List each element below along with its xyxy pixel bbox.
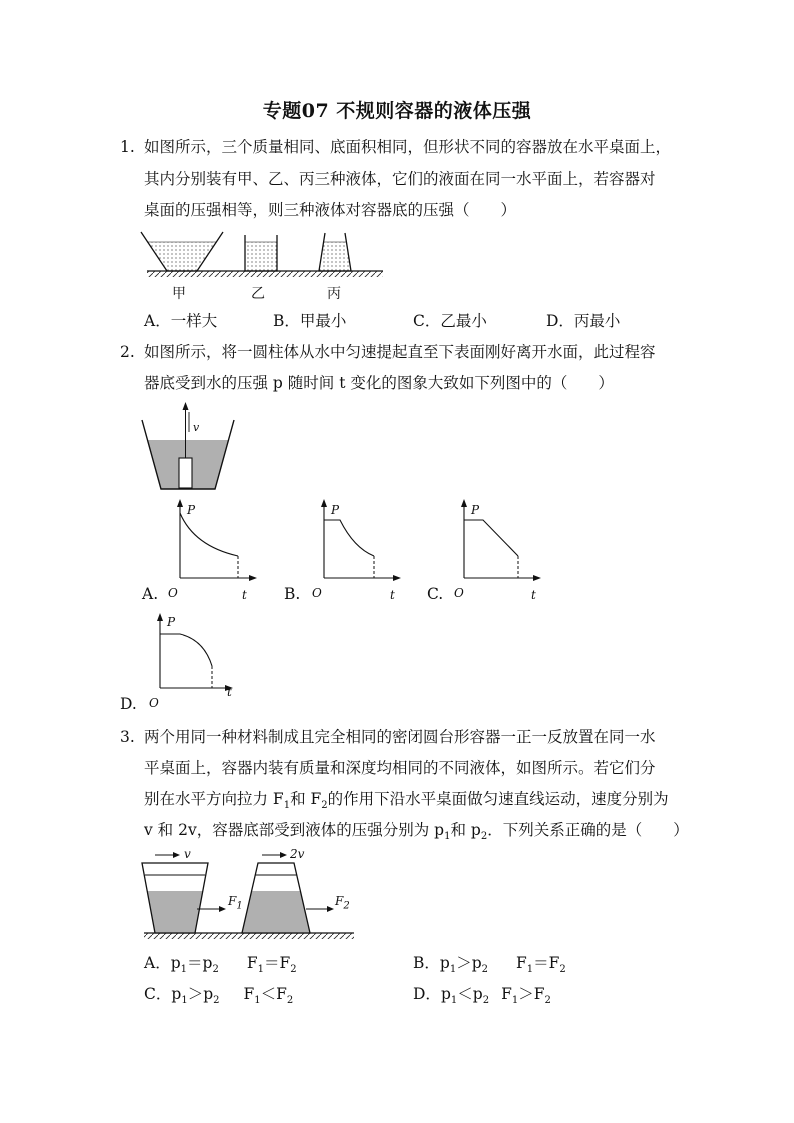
- velocity-label: v: [193, 421, 200, 434]
- question-3-text-line-3: 别在水平方向拉力 $F_1$和 $F_2$的作用下沿水平桌面做匀速直线运动，速度分别为: [144, 790, 669, 812]
- question-1-option-a[interactable]: A．一样大: [144, 312, 218, 330]
- question-1-option-d[interactable]: D．丙最小: [546, 312, 621, 330]
- question-2-text-line-2: 器底受到水的压强 p 随时间 t 变化的图象大致如下列图中的（ ）: [144, 374, 614, 392]
- page-title: 专题07 不规则容器的液体压强: [262, 100, 532, 122]
- label-jia: 甲: [172, 286, 186, 302]
- question-1-figure: [135, 225, 395, 285]
- question-2-option-b[interactable]: B.: [284, 585, 301, 603]
- graph-c-origin-label: O: [454, 586, 464, 600]
- graph-b-origin-label: O: [312, 586, 322, 600]
- graph-c: [456, 498, 546, 583]
- graph-b-t-label: t: [390, 588, 395, 602]
- question-3-text-line-4: v 和 2v，容器底部受到液体的压强分别为 $p_1$和 $p_2$．下列关系正确的是（ ）: [144, 821, 689, 843]
- question-2-option-a[interactable]: A.: [142, 585, 159, 603]
- graph-d-p-label: P: [167, 615, 176, 629]
- question-2-container-figure: [140, 402, 236, 494]
- question-3-text-line-1: 两个用同一种材料制成且完全相同的密闭圆台形容器一正一反放置在同一水: [144, 728, 656, 746]
- question-1-option-b[interactable]: B．甲最小: [273, 312, 347, 330]
- graph-d-origin-label: O: [149, 696, 159, 710]
- question-1-text-line-2: 其内分别装有甲、乙、丙三种液体，它们的液面在同一水平面上，若容器对: [144, 170, 656, 188]
- graph-c-p-label: P: [471, 503, 480, 517]
- graph-c-t-label: t: [531, 588, 536, 602]
- question-1-text-line-1: 如图所示，三个质量相同、底面积相同，但形状不同的容器放在水平桌面上，: [144, 138, 672, 156]
- question-3-option-c[interactable]: C．$p_1>p_2$ $F_1<F_2$: [144, 985, 294, 1007]
- question-2-text-line-1: 如图所示，将一圆柱体从水中匀速提起直至下表面刚好离开水面，此过程容: [144, 343, 656, 361]
- force-f2-label: $F_2$: [335, 894, 350, 912]
- question-2-option-d[interactable]: D.: [120, 695, 137, 713]
- question-3-option-a[interactable]: A．$p_1=p_2$ $F_1=F_2$: [144, 954, 297, 976]
- velocity-v-label: v: [184, 847, 191, 861]
- question-2-option-c[interactable]: C.: [427, 585, 444, 603]
- graph-d-t-label: t: [227, 685, 232, 699]
- question-3-option-b[interactable]: B．$p_1>p_2$ $F_1=F_2$: [413, 954, 566, 976]
- question-1-number: 1.: [120, 138, 135, 156]
- question-3-option-d[interactable]: D．$p_1<p_2$ $F_1>F_2$: [413, 985, 551, 1007]
- graph-a-t-label: t: [242, 588, 247, 602]
- question-3-figure: [140, 845, 360, 945]
- question-3-text-line-2: 平桌面上，容器内装有质量和深度均相同的不同液体，如图所示。若它们分: [144, 759, 656, 777]
- question-1-text-line-3: 桌面的压强相等，则三种液体对容器底的压强（ ）: [144, 201, 517, 219]
- question-2-number: 2.: [120, 343, 135, 361]
- label-yi: 乙: [251, 286, 265, 302]
- question-1-option-c[interactable]: C．乙最小: [413, 312, 487, 330]
- graph-a-p-label: P: [187, 503, 196, 517]
- graph-b: [316, 498, 406, 583]
- question-3-number: 3.: [120, 728, 135, 746]
- velocity-2v-label: 2v: [290, 847, 305, 861]
- force-f1-label: $F_1$: [228, 894, 243, 912]
- graph-d: [152, 612, 242, 692]
- graph-a: [172, 498, 262, 583]
- graph-a-origin-label: O: [168, 586, 178, 600]
- graph-b-p-label: P: [331, 503, 340, 517]
- label-bing: 丙: [327, 286, 341, 302]
